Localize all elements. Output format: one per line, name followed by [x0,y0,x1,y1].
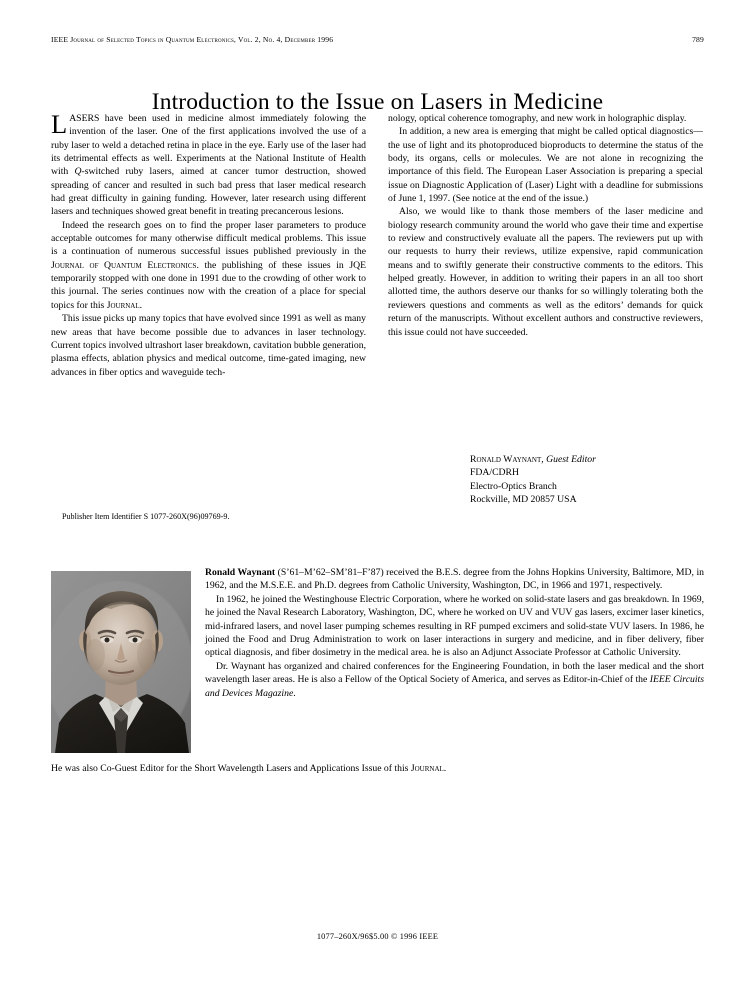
author-photo [51,571,191,753]
portrait-image [51,571,191,753]
paragraph-optical-diagnostics: In addition, a new area is emerging that might be called optical diagnostics—the use of light and its photoproduced bioproducts to determine the status of the body, its organs, cells or molecules. We are not alone in recognizing the importance of this field. The European Laser Association is preparing a special issue on Diagnostic Application of (Laser) Light with a deadline for submissions of June 1, 1997. (See notice at the end of the issue.) [388,126,703,205]
article-body [51,109,704,379]
page-footer: 1077–260X/96$5.00 © 1996 IEEE [316,932,439,941]
paragraph-research-b: . the publishing of these issues in JQE temporarily stopped with one done in 1991 due to the crowding of other work to this journal. The series continues now with the creation of a place for special topics for this [51,259,366,311]
paragraph-topics: This issue picks up many topics that have evolved since 1991 as well as many new areas that have become possible due to advances in laser technology. Current topics involved ultrashort laser breakdown, cavitation bubble generation, plasma effects, ablation physics and medical outcome, time-gated imaging, new advances in fiber optics and waveguide tech- [51,313,366,378]
paragraph-opening-text-cont: -switched ruby lasers, aimed at cancer tumor destruction, showed spreading of cancer and resulted in such bad press that laser medical research had great difficulty in gaining funding. However, later research using different lasers and techniques showed great benefit in treating precancerous lesions. [51,166,366,218]
paragraph-research-parameters [51,219,366,312]
paragraph-opening-text: ASERS have been used in medicine almost immediately folowing the invention of the laser. One of the first applications involved the use of a ruby laser to weld a detached retina in place in the eye. Early use of the laser had its detrimental effects as well. Experiments at the National Institute of Health with [51,113,366,178]
bio-tail-a: He was also Co-Guest Editor for the Short Wavelength Lasers and Applications Issue of this [51,763,411,774]
bio-paragraph-tail [51,762,704,775]
running-head-journal: IEEE Journal of Selected Topics in Quantum Electronics, Vol. 2, No. 4, December 1996 [51,35,334,44]
paragraph-opening [51,109,366,219]
bio-paragraph-activities [205,660,704,700]
signature-address: Rockville, MD 20857 USA [470,494,577,506]
bio-paragraph-education [205,566,704,593]
q-switched-symbol: Q [74,166,82,178]
bio-activities-b: . [293,687,296,699]
paragraph-technology-cont: nology, optical coherence tomography, and new work in holographic display. [388,113,687,124]
article-title: Introduction to the Issue on Lasers in Medicine [151,88,604,115]
signature-org: FDA/CDRH [470,467,519,479]
author-biography [205,566,704,700]
journal-name-smallcaps: Journal of Quantum Electronics [51,259,197,271]
page-number: 789 [692,35,704,44]
right-column [388,112,703,379]
signature-block [470,453,704,507]
journal-word-smallcaps: Journal [106,299,140,311]
publisher-item-identifier: Publisher Item Identifier S 1077-260X(96)09769-9. [62,512,230,521]
signature-role: , Guest Editor [541,454,596,465]
signature-name-line [470,453,704,466]
running-head [51,35,704,44]
bio-activities-a: Dr. Waynant has organized and chaired conferences for the Engineering Foundation, in both the laser medical and the short wavelength laser areas. He is also a Fellow of the Optical Society of America, and serves as Editor-in-Chief of the [205,660,704,686]
signature-name: Ronald Waynant [470,454,542,465]
bio-paragraph-career: In 1962, he joined the Westinghouse Electric Corporation, where he worked on solid-state lasers and gas breakdown. In 1969, he joined the Naval Research Laboratory, Washington, DC, where he worked on UV and VUV gas lasers, excimer laser kinetics, mid-infrared lasers, and novel laser pumping schemes resulting in RF pumped excimers and solid-state VUV lasers. In 1986, he joined the Food and Drug Administration to work on laser interactions in surgery and medicine, and in fiber delivery, fiber optical diagnosis, and fiber dosimetry in the medical area. he is also an Adjunct Associate Professor at Catholic University. [205,593,704,659]
bio-tail-b: . [443,763,447,774]
bio-education-text: (S’61–M’62–SM’81–F’87) received the B.E.S. degree from the Johns Hopkins University, Baltimore, MD, in 1962, and the M.S.E.E. and Ph.D. degrees from Catholic University, Washington, DC, in 1966 and 1971, respectively. [205,567,704,592]
paragraph-research-c: . [139,299,143,311]
paragraph-acknowledgments: Also, we would like to thank those members of the laser medicine and biology research community around the world who gave their time and expertise to review and constructively evaluate all the papers. The reviewers put up with our requests to hurry their reviews, utilize expensive, rapid communication means and to swiftly generate their constructive comments to the editors. This helped greatly. However, in addition to writing their papers in an all too short allotted time, the authors deserve our thanks for so willingly tolerating both the reviewers questions and comments as well as the editors’ demands for quick return of the manuscripts. Without excellent authors and constructive reviewers, this issue could not have succeeded. [388,206,703,338]
paragraph-research-a: Indeed the research goes on to find the proper laser parameters to produce acceptable outcomes for many otherwise difficult medical problems. This issue is a continuation of numerous successful issues published previously in the [51,219,366,258]
drop-cap: L [51,109,68,139]
bio-tail-journal-smallcaps: Journal [410,763,444,774]
signature-branch: Electro-Optics Branch [470,480,557,492]
bio-author-name: Ronald Waynant [205,567,276,578]
magazine-title: IEEE Circuits and Devices Magazine [205,674,705,699]
left-column [51,109,366,379]
